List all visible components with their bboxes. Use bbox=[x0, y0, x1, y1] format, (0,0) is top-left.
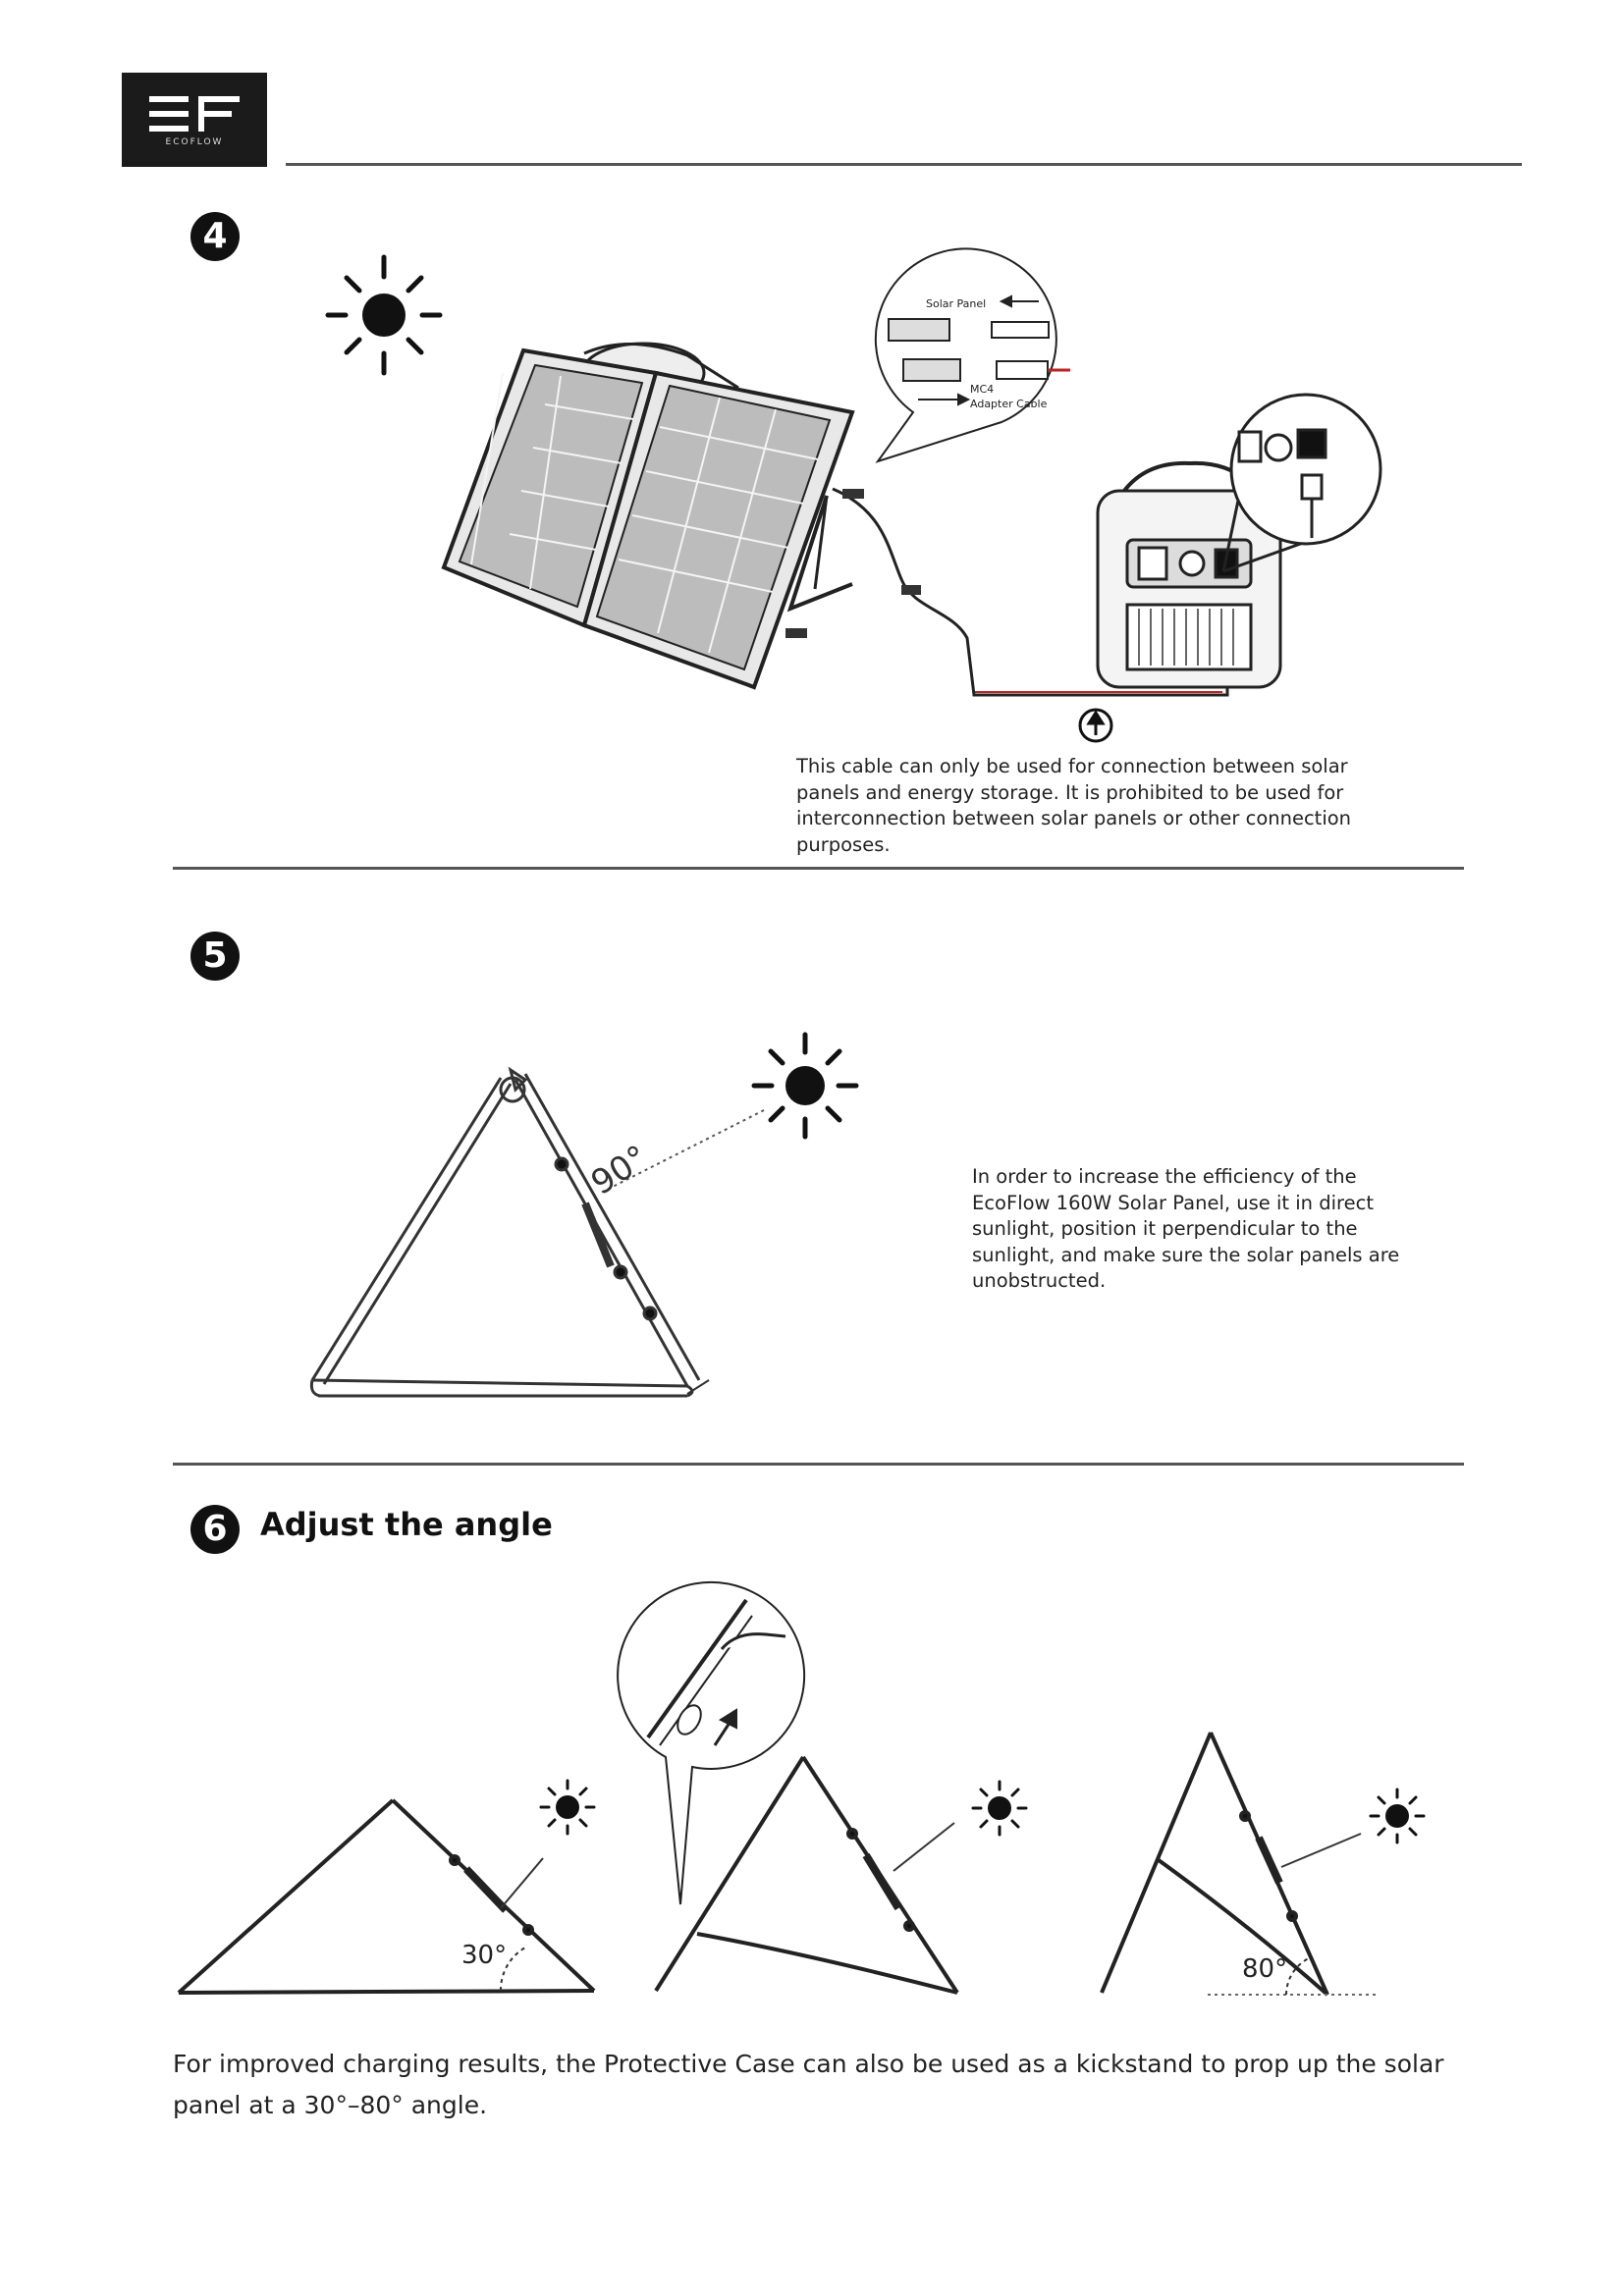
step-4-badge: 4 bbox=[190, 212, 240, 261]
up-arrow-icon bbox=[1080, 710, 1111, 741]
step-6-title: Adjust the angle bbox=[260, 1506, 553, 1543]
connector-detail-callout bbox=[876, 248, 1070, 461]
callout-adapter-label: Adapter Cable bbox=[970, 398, 1048, 410]
ecoflow-logo bbox=[122, 73, 267, 167]
sun-ray-line bbox=[893, 1823, 954, 1871]
sun-icon bbox=[754, 1035, 856, 1137]
section-divider-1 bbox=[173, 867, 1464, 870]
section-divider-2 bbox=[173, 1463, 1464, 1466]
sun-icon bbox=[541, 1781, 594, 1834]
sun-icon bbox=[328, 257, 440, 373]
logo-mark bbox=[143, 92, 245, 135]
panel-side-view bbox=[311, 1070, 709, 1396]
step-5-note: In order to increase the efficiency of the EcoFlow 160W Solar Panel, use it in direct sunlight, position it perpendicular to the sunlight, and make sure the solar panels are unobstructed. bbox=[972, 1165, 1400, 1292]
max-angle-label: 80° bbox=[1242, 1954, 1288, 1984]
hinge-detail-callout bbox=[618, 1582, 804, 1904]
min-angle-label: 30° bbox=[461, 1941, 508, 1970]
panel-kickstand-detail bbox=[656, 1757, 957, 1993]
panel-30-degree bbox=[179, 1800, 594, 1993]
perpendicular-angle-label: 90° bbox=[584, 1138, 656, 1203]
sun-ray-line bbox=[501, 1858, 543, 1908]
sun-ray-line bbox=[1281, 1834, 1361, 1867]
sun-icon bbox=[973, 1782, 1026, 1835]
step-6-badge: 6 bbox=[190, 1505, 240, 1554]
step-4-illustration bbox=[295, 226, 1424, 746]
step-6-illustration bbox=[167, 1571, 1443, 2012]
logo-text: ECOFLOW bbox=[165, 137, 224, 147]
header-rule bbox=[286, 163, 1522, 166]
panel-80-degree bbox=[1102, 1733, 1327, 1995]
callout-solar-panel-label: Solar Panel bbox=[926, 297, 987, 310]
callout-mc4-label: MC4 bbox=[970, 383, 995, 396]
step-6-caption: For improved charging results, the Protective Case can also be used as a kickstand to prop up the solar panel at a 30°–80° angle. bbox=[173, 2050, 1444, 2119]
step-4-note: This cable can only be used for connection between solar panels and energy storage. It is prohibited to be used for interconnection between solar panels or other connection purposes. bbox=[796, 755, 1352, 856]
step-5-badge: 5 bbox=[190, 932, 240, 981]
sun-icon bbox=[1371, 1789, 1424, 1842]
step-5-illustration bbox=[295, 1021, 884, 1453]
